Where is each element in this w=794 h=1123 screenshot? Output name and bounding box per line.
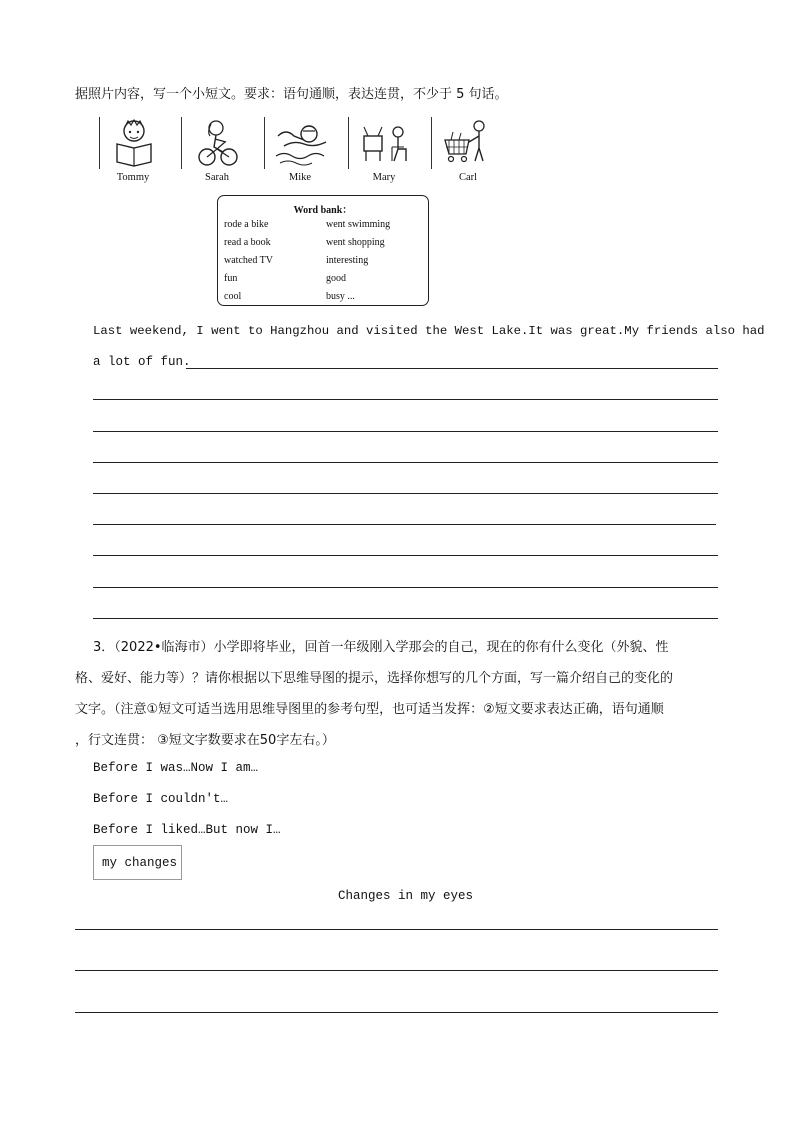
- writing-line[interactable]: [93, 431, 718, 432]
- picture-name-mike: Mike: [288, 172, 312, 183]
- writing-line[interactable]: [93, 618, 718, 619]
- writing-line[interactable]: [93, 524, 716, 525]
- word-bank-item: read a book: [224, 237, 271, 248]
- word-bank-box: [217, 195, 429, 306]
- instruction-text: 据照片内容，写一个小短文。要求：语句通顺，表达连贯，不少于 5 句话。: [75, 87, 508, 102]
- essay-start-line-2: a lot of fun.: [93, 355, 191, 369]
- question-3-line-4: ，行文连贯： ③短文字数要求在50字左右。）: [75, 733, 335, 748]
- sentence-pattern: Before I couldn't…: [93, 792, 229, 806]
- writing-line[interactable]: [93, 462, 718, 463]
- word-bank-item: fun: [224, 273, 238, 284]
- shopping-cart-icon: [431, 114, 507, 170]
- essay-title: Changes in my eyes: [337, 889, 474, 903]
- word-bank-item: interesting: [326, 255, 369, 266]
- swimming-icon: [264, 114, 340, 170]
- question-3-line-1: 3．（2022•临海市）小学即将毕业，回首一年级刚入学那会的自己，现在的你有什么变化（外貌、性: [93, 640, 669, 655]
- reading-book-icon: [99, 114, 175, 170]
- picture-name-sarah: Sarah: [205, 172, 229, 183]
- writing-line[interactable]: [93, 493, 718, 494]
- word-bank-item: rode a bike: [224, 219, 269, 230]
- word-bank-item: went shopping: [326, 237, 385, 248]
- writing-line[interactable]: [75, 970, 718, 971]
- writing-line[interactable]: [75, 929, 718, 930]
- question-3-line-2: 格、爱好、能力等）？请你根据以下思维导图的提示，选择你想写的几个方面，写一篇介绍自己的变化的: [75, 671, 674, 686]
- writing-line[interactable]: [186, 368, 718, 369]
- sentence-pattern: Before I was…Now I am…: [93, 761, 259, 775]
- mind-map-center-box: [93, 845, 182, 880]
- mind-map-center-label: my changes: [102, 856, 178, 870]
- picture-name-carl: Carl: [458, 172, 478, 183]
- writing-line[interactable]: [93, 399, 718, 400]
- word-bank-item: cool: [224, 291, 242, 302]
- word-bank-item: busy ...: [326, 291, 355, 302]
- word-bank-title: Word bank：: [293, 205, 353, 216]
- writing-line[interactable]: [75, 1012, 718, 1013]
- picture-name-mary: Mary: [372, 172, 396, 183]
- sentence-pattern: Before I liked…But now I…: [93, 823, 281, 837]
- essay-start-line-1: Last weekend, I went to Hangzhou and visited the West Lake.It was great.My friends also had: [93, 324, 765, 338]
- riding-bike-icon: [181, 114, 257, 170]
- question-3-line-3: 文字。（注意①短文可适当选用思维导图里的参考句型，也可适当发挥：②短文要求表达正确，语句通顺: [75, 702, 664, 717]
- watching-tv-icon: [348, 114, 424, 170]
- writing-line[interactable]: [93, 555, 718, 556]
- word-bank-item: went swimming: [326, 219, 391, 230]
- word-bank-item: good: [326, 273, 346, 284]
- word-bank-item: watched TV: [224, 255, 273, 266]
- writing-line[interactable]: [93, 587, 718, 588]
- picture-name-tommy: Tommy: [116, 172, 150, 183]
